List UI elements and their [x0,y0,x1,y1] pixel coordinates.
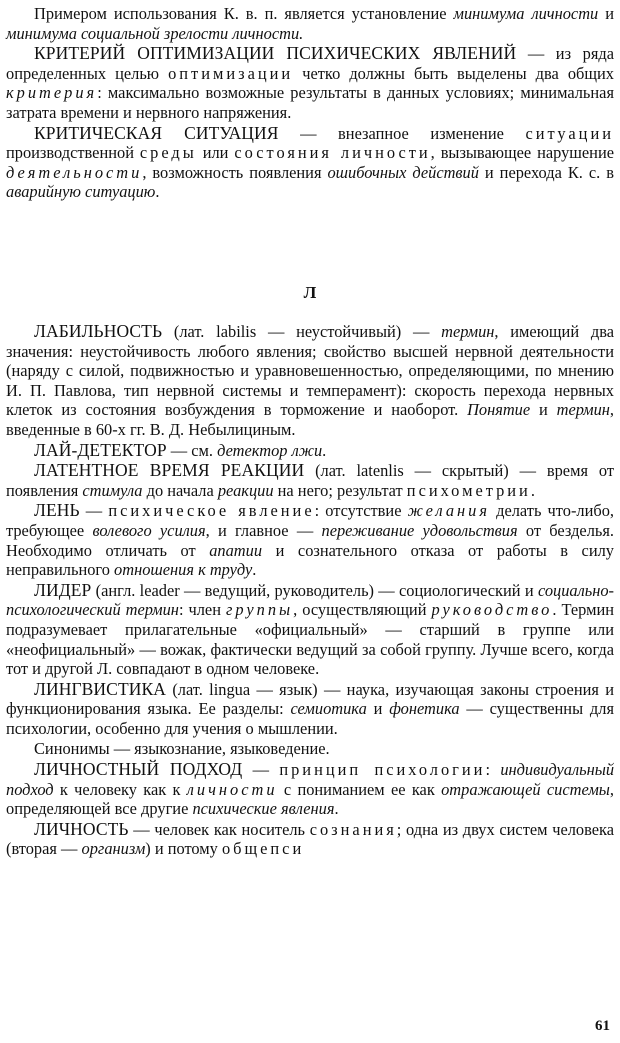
italic-term: стимула [82,480,143,500]
text: от безделья. Необходимо отличать от [6,520,614,560]
text: и [366,699,390,719]
entry-sinonimy [0,739,620,759]
text: : отсутствие [314,501,408,521]
spaced-term: принцип психологии [279,760,486,780]
text: с пониманием ее как [277,779,442,799]
italic-term: волевого усилия [92,520,206,540]
text: , вызывающее нарушение [430,143,615,163]
italic-term: термин [441,322,495,341]
italic-term: семиотика [290,699,367,719]
section-l-entries [0,322,620,859]
italic-term: термин [556,400,610,420]
entry-labilnost [0,322,620,440]
entry-headword: ЛЕНЬ [34,500,80,521]
text: и [598,4,614,23]
text: на него; результат [273,480,407,500]
top-entries [0,4,620,202]
entry-lider [0,581,620,679]
italic-term: индивидуальный подход [6,760,615,799]
italic-term: минимума личности [453,4,599,23]
text: — [79,501,109,521]
entry-headword: КРИТИЧЕСКАЯ СИТУАЦИЯ [34,122,279,143]
text: — см. [166,440,218,460]
text: — внезапное изменение [278,123,526,143]
text: , осуществляющий [293,600,432,620]
spaced-italic-term: желания [407,501,490,521]
text: (лат. lingua — язык) — наука, изучающая законы строения и функционирования языка. Ее разделы: [6,679,614,719]
text: : член [178,600,226,620]
text: и [530,400,557,420]
text: четко должны быть выделены два общих [293,63,614,83]
text: . [252,560,257,580]
italic-term: реакции [217,480,274,500]
page-number: 61 [595,1018,610,1034]
text: Синонимы — языкознание, языковедение. [34,739,330,759]
spaced-italic-term: личности [186,779,278,799]
text: : [485,760,501,780]
spaced-italic-term: критерия [6,83,98,103]
spaced-term: психическое явление [108,501,315,521]
spaced-term: состояния личности [234,143,431,163]
italic-term: отражающей системы [441,779,610,799]
entry-lichnostny-podkhod [0,760,620,819]
text: , определяющей все другие [6,779,614,819]
section-letter-heading: Л [303,283,317,302]
entry-lichnost [0,820,620,859]
entry-k-v-p-continuation [0,4,620,43]
entry-headword: ЛИЧНОСТЬ [34,818,129,839]
text: , введенные в 60-х гг. В. Д. Небылициным. [6,400,615,439]
text: ; одна из двух систем человека (вторая — [6,819,614,859]
entry-len [0,501,620,579]
text: : максимально возможные результаты в данных условиях; минимальная затрата времени и нервного напряжения. [6,83,614,122]
italic-term: минимума социальной зрелости личности. [6,23,304,43]
text: производственной [6,143,140,163]
italic-term: апатии [209,540,263,560]
spaced-term: оптимизации [168,63,294,83]
text: . Термин подразумевает прилагательные «официальный» — старший в группе или «неофициальный» — вожак, фактически ведущий за собой группу. Лучше всего, когда тот и другой Л. совпадают в одном человеке. [6,600,614,679]
text: и перехода К. с. в [478,162,614,182]
entry-latentnoe-vremya [0,461,620,500]
text: к человеку как к [53,779,187,799]
italic-term: отношения к труду [114,560,253,580]
text: — человек как носитель [128,819,310,839]
spaced-term: психометрии [406,480,531,500]
italic-term: фонетика [389,699,460,719]
spaced-term: ситуации [525,123,614,143]
entry-kriticheskaya-situatsiya [0,124,620,202]
text: (лат. labilis — неустойчивый) — [162,322,442,341]
spaced-italic-term: группы [225,600,294,620]
text: . [530,480,535,500]
spaced-term: среды [139,143,197,163]
text: , возможность появления [142,162,328,182]
text: и сознательного отказа от работы в силу неправильного [6,540,614,580]
entry-headword: КРИТЕРИЙ ОПТИМИЗАЦИИ ПСИХИЧЕСКИХ ЯВЛЕНИЙ [34,43,517,64]
text: — существенны для психологии, особенно для учения о мышлении. [6,699,614,738]
text: до начала [142,480,218,500]
italic-term: аварийную ситуацию [6,182,156,202]
text: — [242,760,280,780]
entry-headword: ЛАБИЛЬНОСТЬ [34,321,163,341]
spaced-italic-term: деятельности [6,162,143,182]
entry-headword: ЛАЙ-ДЕТЕКТОР [34,439,167,460]
text: или [196,143,235,163]
entry-headword: ЛАТЕНТНОЕ ВРЕМЯ РЕАКЦИИ [34,460,305,481]
text: . [155,182,160,202]
spaced-italic-term: руководство [431,600,553,620]
spaced-term: общепси [221,839,305,859]
italic-term: социально-психологический термин [6,580,614,620]
italic-term: переживание удовольствия [321,520,518,540]
text: делать что-либо, требующее [6,501,614,540]
text: (англ. leader — ведущий, руководитель) — социологический и [91,580,538,600]
text: ) и потому [145,839,222,859]
entry-lingvistika [0,680,620,739]
entry-headword: ЛИЧНОСТНЫЙ ПОДХОД [34,759,243,780]
entry-headword: ЛИНГВИСТИКА [34,678,166,699]
text: , имеющий два значения: неустойчивость любого явления; свойство высшей нервной деятельности (наряду с силой, подвижностью и уравновешенностью, определяющими, по мнению И. П. Павлова, тип нервной системы и темперамент): скорость перехода нервных клеток из состояния возбуждения в торможение и наоборот. [6,322,615,420]
text: — из ряда определенных целью [6,44,614,83]
entry-lay-detektor [0,441,620,461]
text: , и главное — [205,520,322,540]
italic-term: ошибочных действий [327,162,479,182]
entry-headword: ЛИДЕР [34,579,92,600]
text: . [322,440,327,460]
text: Примером использования К. в. п. является установление [34,4,454,23]
italic-term: Понятие [467,400,531,420]
entry-kriteriy-optimizatsii [0,44,620,122]
text: (лат. latenlis — скрытый) — время от появления [6,461,614,500]
spaced-term: сознания [309,819,397,839]
italic-term: психические явления [192,799,335,819]
italic-term: организм [81,839,146,859]
italic-term: детектор лжи [217,440,323,460]
text: . [334,799,339,819]
